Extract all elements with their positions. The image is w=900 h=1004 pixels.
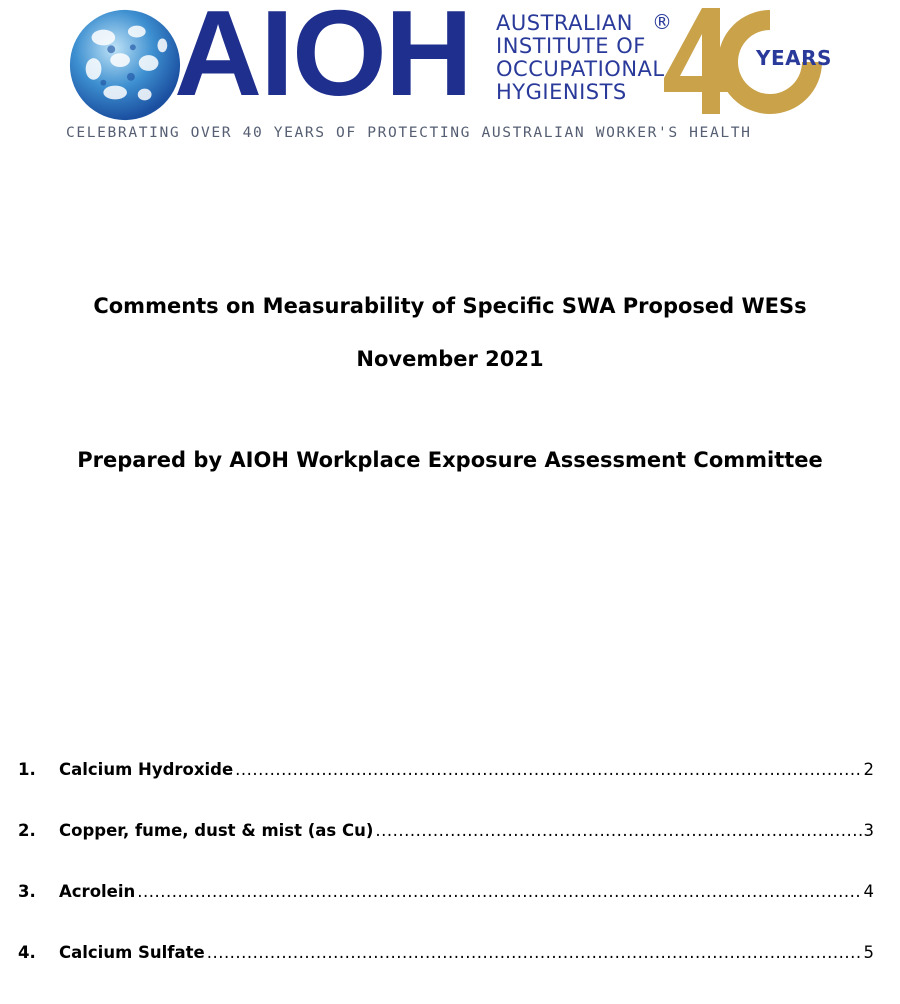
aioh-logo-text: AIOH: [174, 0, 471, 121]
document-date: November 2021: [356, 347, 544, 371]
toc-leader-dots: [235, 760, 861, 779]
toc-title[interactable]: Calcium Sulfate: [59, 943, 205, 962]
institute-name: [496, 12, 665, 104]
toc-entry[interactable]: [18, 821, 874, 882]
toc-page-number: 2: [863, 760, 874, 779]
toc-entry[interactable]: [18, 882, 874, 943]
toc-page-number: 4: [863, 882, 874, 901]
toc-number: 3.: [18, 882, 36, 901]
globe-logo-icon: [66, 6, 184, 124]
institute-line: HYGIENISTS: [496, 80, 627, 104]
institute-line: INSTITUTE OF: [496, 34, 646, 58]
institute-line: OCCUPATIONAL: [496, 57, 665, 81]
toc-number: 2.: [18, 821, 36, 840]
toc-title[interactable]: Calcium Hydroxide: [59, 760, 234, 779]
toc-leader-dots: [375, 821, 861, 840]
toc-number: 1.: [18, 760, 36, 779]
toc-entry[interactable]: [18, 943, 874, 1004]
institute-line: AUSTRALIAN: [496, 11, 633, 35]
toc-entry[interactable]: [18, 760, 874, 821]
prepared-by: Prepared by AIOH Workplace Exposure Assessment Committee: [77, 448, 823, 472]
toc-page-number: 5: [863, 943, 874, 962]
toc-number: 4.: [18, 943, 36, 962]
toc-title[interactable]: Copper, fume, dust & mist (as Cu): [59, 821, 374, 840]
toc-title[interactable]: Acrolein: [59, 882, 136, 901]
registered-mark: ®: [652, 10, 672, 34]
table-of-contents: [18, 760, 874, 1004]
years-label: YEARS: [756, 46, 832, 70]
aioh-header: [66, 0, 832, 150]
toc-page-number: 3: [863, 821, 874, 840]
toc-leader-dots: [137, 882, 861, 901]
header-tagline: CELEBRATING OVER 40 YEARS OF PROTECTING AUSTRALIAN WORKER'S HEALTH: [66, 124, 752, 141]
toc-leader-dots: [207, 943, 862, 962]
document-title: Comments on Measurability of Specific SWA Proposed WESs: [93, 294, 807, 318]
